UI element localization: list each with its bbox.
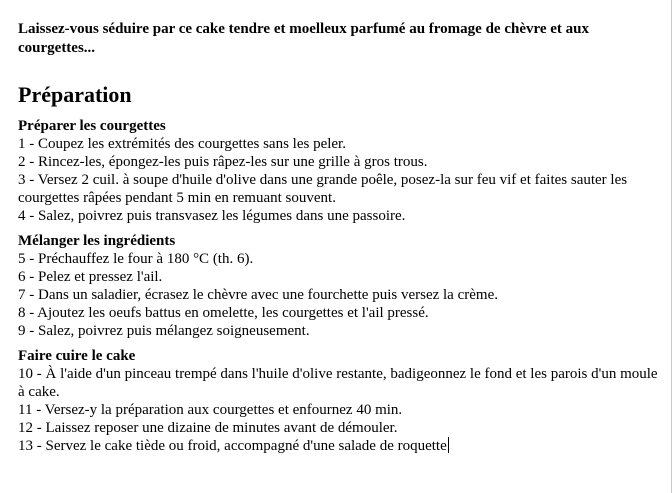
step-item: 9 - Salez, poivrez puis mélangez soigneusement.: [18, 323, 310, 339]
intro-paragraph: Laissez-vous séduire par ce cake tendre et moelleux parfumé au fromage de chèvre et aux courgettes...: [18, 21, 590, 56]
step-item: 11 - Versez-y la préparation aux courgettes et enfournez 40 min.: [18, 402, 403, 418]
step-item: 2 - Rincez-les, épongez-les puis râpez-les sur une grille à gros trous.: [18, 154, 428, 170]
step-item: 5 - Préchauffez le four à 180 °C (th. 6).: [18, 251, 254, 267]
step-item: 3 - Versez 2 cuil. à soupe d'huile d'olive dans une grande poêle, posez-la sur feu vif et faites sauter les courgettes râpées pendant 5 min en remuant souvent.: [18, 172, 628, 206]
text-cursor: [448, 437, 449, 453]
section-mix-ingredients: [18, 232, 658, 340]
section-heading: Faire cuire le cake: [18, 348, 136, 364]
step-item-last: [18, 437, 658, 455]
step-item: 12 - Laissez reposer une dizaine de minutes avant de démouler.: [18, 420, 398, 436]
step-item: 6 - Pelez et pressez l'ail.: [18, 269, 163, 285]
step-item: 7 - Dans un saladier, écrasez le chèvre avec une fourchette puis versez la crème.: [18, 287, 498, 303]
step-item: 1 - Coupez les extrémités des courgettes sans les peler.: [18, 136, 346, 152]
section-prepare-courgettes: [18, 117, 658, 225]
step-item: 10 - À l'aide d'un pinceau trempé dans l'huile d'olive restante, badigeonnez le fond et les parois d'un moule à cake.: [18, 366, 658, 400]
document-body[interactable]: [18, 20, 658, 462]
step-list: [18, 135, 658, 225]
section-heading: Préparer les courgettes: [18, 118, 166, 134]
step-list: [18, 250, 658, 340]
preparation-title: Préparation: [18, 82, 132, 107]
section-bake-cake: [18, 347, 658, 455]
step-text: 13 - Servez le cake tiède ou froid, accompagné d'une salade de roquette: [18, 438, 447, 454]
step-list: [18, 365, 658, 455]
section-heading: Mélanger les ingrédients: [18, 233, 176, 249]
step-item: 4 - Salez, poivrez puis transvasez les légumes dans une passoire.: [18, 208, 406, 224]
step-item: 8 - Ajoutez les oeufs battus en omelette, les courgettes et l'ail pressé.: [18, 305, 429, 321]
